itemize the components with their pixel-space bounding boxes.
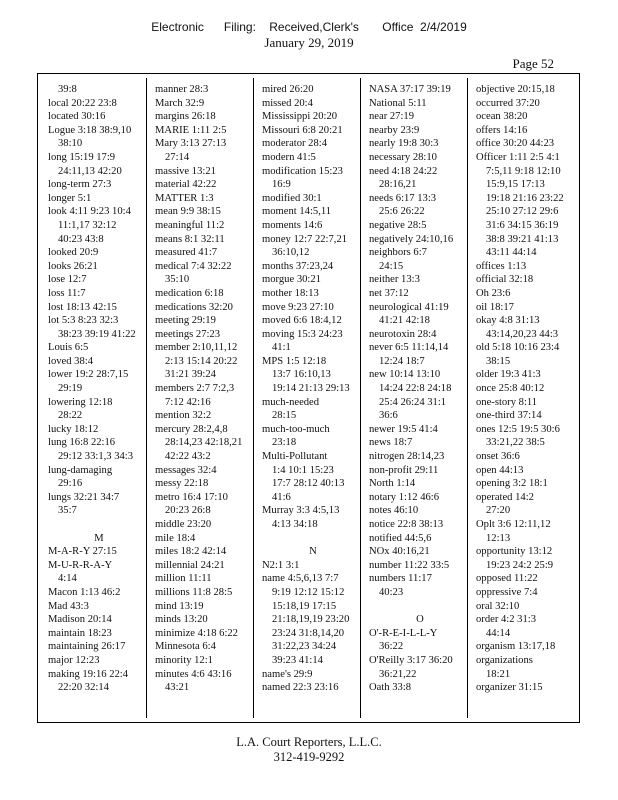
- index-entry-line: 7:5,11 9:18 12:10: [486, 165, 561, 177]
- index-entry-line: organism 13:17,18: [476, 641, 556, 653]
- index-entry-line: new 10:14 13:10: [369, 369, 441, 381]
- index-entry-line: maintain 18:23: [48, 627, 112, 639]
- index-entry-line: messages 32:4: [155, 464, 217, 476]
- index-entry-line: minimize 4:18 6:22: [155, 627, 238, 639]
- index-entry-line: opposed 11:22: [476, 573, 538, 585]
- index-entry-line: loss 11:7: [48, 287, 86, 299]
- index-entry-line: Madison 20:14: [48, 614, 112, 626]
- index-entry-line: nitrogen 28:14,23: [369, 451, 445, 463]
- index-entry-line: 19:18 21:16 23:22: [486, 192, 564, 204]
- index-entry-line: 31:21 39:24: [165, 369, 216, 381]
- index-entry-line: lung 16:8 22:16: [48, 437, 116, 449]
- index-entry-line: move 9:23 27:10: [262, 301, 334, 313]
- index-entry-line: mind 13:19: [155, 600, 204, 612]
- index-column-5: [476, 83, 578, 695]
- index-entry-line: Multi-Pollutant: [262, 451, 328, 463]
- index-entry-line: notice 22:8 38:13: [369, 519, 444, 530]
- index-entry-line: NOx 40:16,21: [369, 546, 430, 558]
- index-entry-line: 28:16,21: [379, 179, 417, 191]
- index-entry-line: metro 16:4 17:10: [155, 491, 228, 503]
- index-entry-line: Mary 3:13 27:13: [155, 138, 227, 150]
- index-entry-line: name's 29:9: [262, 668, 313, 680]
- index-entry-line: meetings 27:23: [155, 328, 221, 340]
- index-entry-line: Mad 43:3: [48, 600, 89, 612]
- index-entry-line: organizer 31:15: [476, 682, 543, 694]
- index-entry-line: looks 26:21: [48, 260, 98, 272]
- index-entry-line: 1:4 10:1 15:23: [272, 464, 334, 476]
- index-entry-line: modern 41:5: [262, 151, 316, 163]
- reporter-footer: [0, 735, 618, 765]
- index-entry-line: 29:12 33:1,3 34:3: [58, 451, 134, 463]
- index-entry-line: moment 14:5,11: [262, 206, 332, 218]
- index-entry-line: Officer 1:11 2:5 4:1: [476, 151, 560, 163]
- index-entry-line: negative 28:5: [369, 219, 427, 231]
- index-entry-line: 15:18,19 17:15: [272, 600, 337, 612]
- index-entry-line: O'-R-E-I-L-L-Y: [369, 627, 438, 639]
- index-entry-line: mother 18:13: [262, 287, 319, 299]
- index-entry-line: 41:1: [272, 342, 291, 354]
- index-entry-line: modified 30:1: [262, 192, 322, 204]
- index-entry-line: need 4:18 24:22: [369, 165, 438, 177]
- index-entry-line: 23:24 31:8,14,20: [272, 627, 345, 639]
- index-entry-line: lower 19:2 28:7,15: [48, 369, 129, 381]
- index-entry-line: 36:21,22: [379, 668, 417, 680]
- index-entry-line: millennial 24:21: [155, 559, 225, 571]
- reporter-name: L.A. Court Reporters, L.L.C.: [236, 735, 382, 749]
- column-divider: [146, 78, 147, 718]
- index-entry-line: office 30:20 44:23: [476, 138, 555, 150]
- index-entry-line: local 20:22 23:8: [48, 97, 117, 109]
- index-entry-line: minds 13:20: [155, 614, 208, 626]
- index-entry-line: 41:6: [272, 491, 291, 503]
- index-entry-line: offers 14:16: [476, 124, 528, 136]
- index-entry-line: maintaining 26:17: [48, 641, 126, 653]
- index-entry-line: 35:7: [58, 505, 77, 517]
- index-entry-line: 36:22: [379, 641, 404, 653]
- index-entry-line: 42:22 43:2: [165, 451, 211, 463]
- index-entry-line: oppressive 7:4: [476, 586, 538, 598]
- index-entry-line: neurotoxin 28:4: [369, 328, 437, 340]
- index-entry-line: lungs 32:21 34:7: [48, 491, 120, 503]
- index-entry-line: 40:23 43:8: [58, 233, 104, 245]
- index-entry-line: Macon 1:13 46:2: [48, 586, 121, 598]
- index-entry-line: major 12:23: [48, 654, 100, 666]
- index-entry-line: one-third 37:14: [476, 410, 542, 422]
- index-entry-line: meeting 29:19: [155, 315, 216, 327]
- index-entry-line: 24:11,13 42:20: [58, 165, 122, 177]
- index-entry-line: mean 9:9 38:15: [155, 206, 221, 218]
- index-entry-line: medical 7:4 32:22: [155, 260, 232, 272]
- index-entry-line: occurred 37:20: [476, 97, 540, 109]
- index-entry-line: oral 32:10: [476, 600, 520, 612]
- index-entry-line: once 25:8 40:12: [476, 383, 545, 395]
- index-entry-line: 25:6 26:22: [379, 206, 425, 218]
- index-entry-line: mention 32:2: [155, 410, 212, 422]
- index-entry-line: middle 23:20: [155, 519, 212, 530]
- index-entry-line: 9:19 12:12 15:12: [272, 586, 345, 598]
- index-entry-line: 38:10: [58, 138, 83, 150]
- index-entry-line: name 4:5,6,13 7:7: [262, 573, 339, 585]
- index-entry-line: 22:20 32:14: [58, 682, 109, 694]
- index-entry-line: open 44:13: [476, 464, 524, 476]
- index-entry-line: money 12:7 22:7,21: [262, 233, 348, 245]
- index-entry-line: modification 15:23: [262, 165, 343, 177]
- index-entry-line: 38:8 39:21 41:13: [486, 233, 559, 245]
- index-entry-line: 15:9,15 17:13: [486, 179, 545, 191]
- index-entry-line: 36:10,12: [272, 247, 310, 259]
- index-entry-line: M-A-R-Y 27:15: [48, 546, 117, 558]
- filing-stamp-line: Electronic Filing: Received,Clerk's Office 2/4/2019: [151, 20, 467, 34]
- index-entry-line: official 32:18: [476, 274, 534, 286]
- index-entry-line: 43:11 44:14: [486, 247, 537, 259]
- index-entry-line: medications 32:20: [155, 301, 233, 313]
- index-entry-line: 39:23 41:14: [272, 654, 323, 666]
- index-entry-line: measured 41:7: [155, 247, 218, 259]
- index-entry-line: 28:15: [272, 410, 297, 422]
- index-entry-line: means 8:1 32:11: [155, 233, 225, 245]
- index-entry-line: making 19:16 22:4: [48, 668, 129, 680]
- index-entry-line: 19:23 24:2 25:9: [486, 559, 554, 571]
- index-entry-line: NASA 37:17 39:19: [369, 84, 451, 95]
- index-entry-line: 4:14: [58, 573, 77, 585]
- index-entry-line: long-term 27:3: [48, 179, 112, 191]
- index-entry-line: North 1:14: [369, 478, 416, 490]
- index-entry-line: operated 14:2: [476, 491, 534, 503]
- index-entry-line: 14:24 22:8 24:18: [379, 383, 452, 395]
- index-entry-line: Missouri 6:8 20:21: [262, 124, 343, 136]
- index-entry-line: 12:13: [486, 532, 511, 544]
- index-entry-line: margins 26:18: [155, 111, 216, 123]
- index-entry-line: massive 13:21: [155, 165, 216, 177]
- index-entry-line: non-profit 29:11: [369, 464, 439, 476]
- index-entry-line: material 42:22: [155, 179, 217, 191]
- index-entry-line: much-too-much: [262, 423, 330, 435]
- index-entry-line: lost 18:13 42:15: [48, 301, 117, 313]
- index-entry-line: lowering 12:18: [48, 396, 113, 408]
- index-entry-line: M-U-R-R-A-Y: [48, 559, 113, 571]
- index-entry-line: 21:18,19,19 23:20: [272, 614, 350, 626]
- index-entry-line: 19:14 21:13 29:13: [272, 383, 350, 395]
- index-entry-line: long 15:19 17:9: [48, 151, 116, 163]
- column-divider: [253, 78, 254, 718]
- section-letter-heading: N: [309, 546, 317, 558]
- index-entry-line: 44:14: [486, 627, 511, 639]
- index-entry-line: millions 11:8 28:5: [155, 586, 233, 598]
- index-entry-line: never 6:5 11:14,14: [369, 342, 449, 354]
- index-entry-line: MPS 1:5 12:18: [262, 355, 327, 367]
- index-entry-line: messy 22:18: [155, 478, 209, 490]
- index-entry-line: mercury 28:2,4,8: [155, 423, 228, 435]
- index-column-1: [48, 83, 150, 695]
- index-entry-line: older 19:3 41:3: [476, 369, 541, 381]
- index-entry-line: needs 6:17 13:3: [369, 192, 437, 204]
- index-entry-line: negatively 24:10,16: [369, 233, 454, 245]
- index-entry-line: neurological 41:19: [369, 301, 449, 313]
- index-entry-line: 38:23 39:19 41:22: [58, 328, 136, 340]
- index-entry-line: National 5:11: [369, 97, 427, 109]
- index-entry-line: order 4:2 31:3: [476, 614, 537, 626]
- index-entry-line: MARIE 1:11 2:5: [155, 124, 227, 136]
- index-entry-line: 11:1,17 32:12: [58, 219, 117, 231]
- index-entry-line: Oath 33:8: [369, 682, 412, 694]
- index-entry-line: lung-damaging: [48, 464, 113, 476]
- index-entry-line: 24:15: [379, 260, 404, 272]
- index-entry-line: oil 18:17: [476, 301, 514, 313]
- index-entry-line: 4:13 34:18: [272, 519, 318, 530]
- index-entry-line: 7:12 42:16: [165, 396, 211, 408]
- index-entry-line: moving 15:3 24:23: [262, 328, 343, 340]
- index-entry-line: 43:14,20,23 44:3: [486, 328, 559, 340]
- reporter-phone: 312-419-9292: [273, 750, 345, 764]
- index-entry-line: 28:22: [58, 410, 83, 422]
- index-entry-line: lucky 18:12: [48, 423, 99, 435]
- index-column-3: [262, 83, 364, 695]
- index-entry-line: lose 12:7: [48, 274, 87, 286]
- index-entry-line: onset 36:6: [476, 451, 520, 463]
- index-entry-line: 13:7 16:10,13: [272, 369, 331, 381]
- index-entry-line: mile 18:4: [155, 532, 196, 544]
- index-entry-line: one-story 8:11: [476, 396, 538, 408]
- index-entry-line: 27:14: [165, 151, 190, 163]
- page-number: Page 52: [512, 56, 554, 71]
- index-entry-line: notary 1:12 46:6: [369, 491, 440, 503]
- index-entry-line: 40:23: [379, 586, 404, 598]
- index-entry-line: O'Reilly 3:17 36:20: [369, 654, 453, 666]
- index-entry-line: morgue 30:21: [262, 274, 321, 286]
- index-column-4: [369, 83, 471, 695]
- index-entry-line: notes 46:10: [369, 505, 419, 517]
- index-entry-line: Oh 23:6: [476, 287, 511, 299]
- index-entry-line: looked 20:9: [48, 247, 99, 259]
- index-entry-line: longer 5:1: [48, 192, 92, 204]
- index-entry-line: nearly 19:8 30:3: [369, 138, 439, 150]
- index-entry-line: months 37:23,24: [262, 260, 334, 272]
- index-entry-line: 27:20: [486, 505, 511, 517]
- index-entry-line: member 2:10,11,12: [155, 342, 238, 354]
- index-entry-line: 20:23 26:8: [165, 505, 211, 517]
- column-divider: [360, 78, 361, 718]
- index-entry-line: Minnesota 6:4: [155, 641, 216, 653]
- index-entry-line: organizations: [476, 654, 533, 666]
- index-entry-line: N2:1 3:1: [262, 559, 300, 571]
- word-index-frame: [37, 73, 580, 723]
- index-entry-line: moved 6:6 18:4,12: [262, 315, 342, 327]
- index-entry-line: loved 38:4: [48, 355, 94, 367]
- index-entry-line: Louis 6:5: [48, 342, 89, 354]
- index-entry-line: million 11:11: [155, 573, 212, 585]
- index-entry-line: 38:15: [486, 355, 511, 367]
- filing-date-line: January 29, 2019: [264, 35, 354, 50]
- index-entry-line: medication 6:18: [155, 287, 224, 299]
- index-entry-line: 25:4 26:24 31:1: [379, 396, 447, 408]
- section-letter-heading: O: [416, 614, 424, 626]
- index-entry-line: opportunity 13:12: [476, 546, 553, 558]
- index-entry-line: 16:9: [272, 179, 291, 191]
- index-entry-line: near 27:19: [369, 111, 415, 123]
- index-entry-line: Oplt 3:6 12:11,12: [476, 519, 551, 530]
- index-entry-line: 41:21 42:18: [379, 315, 430, 327]
- index-entry-line: 2:13 15:14 20:22: [165, 355, 238, 367]
- column-divider: [467, 78, 468, 718]
- index-entry-line: missed 20:4: [262, 97, 313, 109]
- index-entry-line: miles 18:2 42:14: [155, 546, 227, 558]
- index-entry-line: 18:21: [486, 668, 511, 680]
- index-entry-line: named 22:3 23:16: [262, 682, 339, 694]
- index-entry-line: newer 19:5 41:4: [369, 423, 438, 435]
- index-entry-line: neither 13:3: [369, 274, 420, 286]
- index-entry-line: lot 5:3 8:23 32:3: [48, 315, 119, 327]
- index-entry-line: 33:21,22 38:5: [486, 437, 545, 449]
- index-entry-line: notified 44:5,6: [369, 532, 432, 544]
- index-entry-line: March 32:9: [155, 97, 205, 109]
- index-entry-line: 39:8: [58, 84, 77, 95]
- index-entry-line: 28:14,23 42:18,21: [165, 437, 243, 449]
- index-entry-line: Mississippi 20:20: [262, 111, 338, 123]
- index-entry-line: look 4:11 9:23 10:4: [48, 206, 131, 218]
- index-entry-line: members 2:7 7:2,3: [155, 383, 235, 395]
- index-entry-line: okay 4:8 31:13: [476, 315, 540, 327]
- index-entry-line: MATTER 1:3: [155, 192, 214, 204]
- index-entry-line: net 37:12: [369, 287, 409, 299]
- index-entry-line: 31:6 34:15 36:19: [486, 219, 559, 231]
- index-entry-line: 43:21: [165, 682, 190, 694]
- index-entry-line: ones 12:5 19:5 30:6: [476, 423, 560, 435]
- index-entry-line: nearby 23:9: [369, 124, 420, 136]
- index-entry-line: 29:19: [58, 383, 83, 395]
- index-entry-line: necessary 28:10: [369, 151, 437, 163]
- index-entry-line: moments 14:6: [262, 219, 323, 231]
- index-entry-line: number 11:22 33:5: [369, 559, 450, 571]
- index-entry-line: minutes 4:6 43:16: [155, 668, 232, 680]
- index-entry-line: neighbors 6:7: [369, 247, 427, 259]
- index-entry-line: 29:16: [58, 478, 83, 490]
- index-column-2: [155, 83, 257, 695]
- index-entry-line: mired 26:20: [262, 84, 314, 95]
- index-entry-line: [369, 600, 471, 614]
- index-entry-line: [262, 532, 364, 546]
- index-entry-line: 35:10: [165, 274, 190, 286]
- index-entry-line: 31:22,23 34:24: [272, 641, 337, 653]
- filing-header: [0, 20, 618, 50]
- index-entry-line: numbers 11:17: [369, 573, 432, 585]
- index-entry-line: news 18:7: [369, 437, 413, 449]
- index-entry-line: offices 1:13: [476, 260, 527, 272]
- index-entry-line: 36:6: [379, 410, 398, 422]
- index-entry-line: 17:7 28:12 40:13: [272, 478, 345, 490]
- index-entry-line: 23:18: [272, 437, 297, 449]
- index-entry-line: objective 20:15,18: [476, 84, 555, 95]
- index-entry-line: 25:10 27:12 29:6: [486, 206, 559, 218]
- index-entry-line: much-needed: [262, 396, 320, 408]
- index-entry-line: moderator 28:4: [262, 138, 328, 150]
- index-entry-line: opening 3:2 18:1: [476, 478, 548, 490]
- index-entry-line: meaningful 11:2: [155, 219, 225, 231]
- section-letter-heading: M: [94, 532, 104, 544]
- index-entry-line: located 30:16: [48, 111, 106, 123]
- index-entry-line: ocean 38:20: [476, 111, 528, 123]
- index-entry-line: minority 12:1: [155, 654, 213, 666]
- index-entry-line: Logue 3:18 38:9,10: [48, 124, 132, 136]
- index-entry-line: old 5:18 10:16 23:4: [476, 342, 560, 354]
- index-entry-line: Murray 3:3 4:5,13: [262, 505, 340, 517]
- index-entry-line: 12:24 18:7: [379, 355, 425, 367]
- index-entry-line: manner 28:3: [155, 84, 209, 95]
- index-entry-line: [48, 518, 150, 532]
